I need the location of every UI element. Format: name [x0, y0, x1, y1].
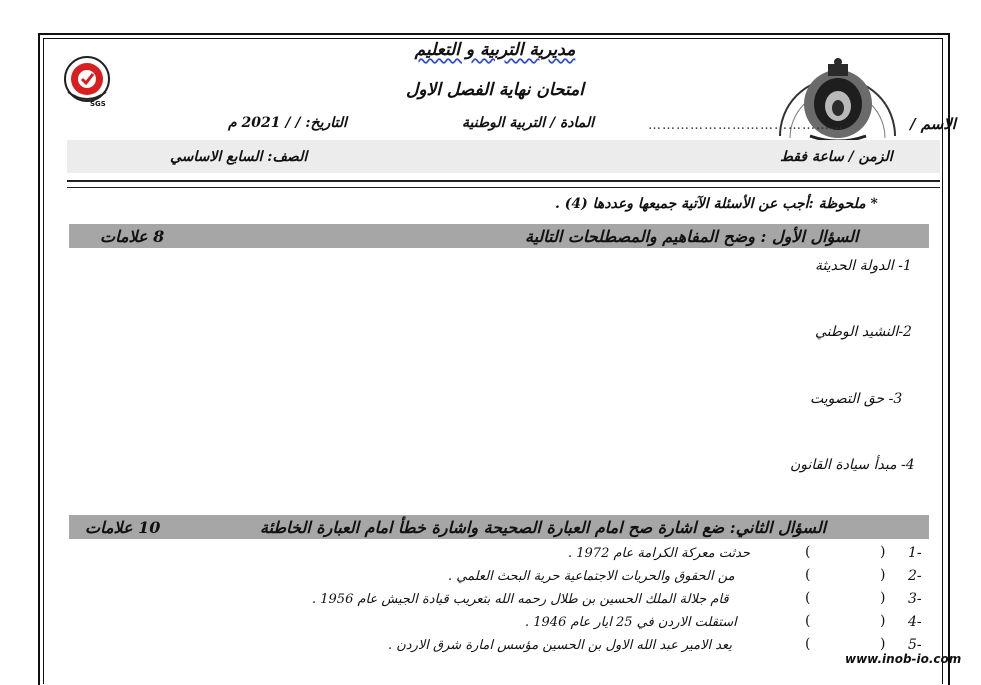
name-label: الاسم / — [910, 115, 956, 133]
q2-statement: من الحقوق والحريات الاجتماعية حرية البحث العلمي . — [448, 569, 735, 584]
answer-paren-open[interactable]: ) — [880, 590, 886, 606]
q2-item-number: 2- — [908, 568, 922, 584]
answer-paren-close[interactable]: ( — [805, 590, 811, 606]
q2-item-number: 1- — [908, 545, 922, 561]
instructions-note: * ملحوظة :أجب عن الأسئلة الآتية جميعها وعددها (4) . — [555, 196, 878, 212]
answer-paren-open[interactable]: ) — [880, 567, 886, 583]
divider-thick — [67, 180, 940, 182]
answer-paren-close[interactable]: ( — [805, 567, 811, 583]
website-watermark: www.inob-io.com — [845, 652, 962, 666]
q2-statement: استقلت الاردن في 25 ايار عام 1946 . — [525, 615, 737, 630]
answer-paren-open[interactable]: ) — [880, 544, 886, 560]
q2-statement: حدثت معركة الكرامة عام 1972 . — [568, 546, 750, 561]
subject-label: المادة / التربية الوطنية — [462, 115, 595, 131]
q1-item: 4- مبدأ سيادة القانون — [790, 457, 915, 473]
q1-item: 1- الدولة الحديثة — [815, 258, 912, 274]
q2-item-number: 3- — [908, 591, 922, 607]
answer-paren-close[interactable]: ( — [805, 636, 811, 652]
directorate-title: مديرية التربية و التعليم — [414, 40, 576, 60]
q1-item: 2-النشيد الوطني — [815, 324, 912, 340]
name-dots: …………………………………… — [648, 118, 844, 133]
question1-title: السؤال الأول : وضح المفاهيم والمصطلحات التالية — [525, 227, 859, 246]
sgs-label: SGS — [90, 100, 106, 108]
q2-statement: قام جلالة الملك الحسين بن طلال رحمه الله بتعريب قيادة الجيش عام 1956 . — [312, 592, 729, 607]
answer-paren-close[interactable]: ( — [805, 544, 811, 560]
time-label: الزمن / ساعة فقط — [780, 149, 893, 165]
grade-label: الصف: السابع الاساسي — [170, 149, 308, 165]
q2-statement: يعد الامير عبد الله الاول بن الحسين مؤسس امارة شرق الاردن . — [388, 638, 732, 653]
exam-title: امتحان نهاية الفصل الاول — [405, 80, 585, 100]
answer-paren-close[interactable]: ( — [805, 613, 811, 629]
certification-logo — [60, 52, 115, 112]
q2-item-number: 4- — [908, 614, 922, 630]
question2-marks: 10 علامات — [85, 518, 161, 537]
q2-item-number: 5- — [908, 637, 922, 653]
answer-paren-open[interactable]: ) — [880, 636, 886, 652]
question2-title: السؤال الثاني: ضع اشارة صح امام العبارة الصحيحة واشارة خطأ امام العبارة الخاطئة — [260, 518, 827, 537]
date-label: التاريخ: / / 2021 م — [228, 115, 347, 131]
answer-paren-open[interactable]: ) — [880, 613, 886, 629]
question1-marks: 8 علامات — [100, 227, 165, 246]
q1-item: 3- حق التصويت — [810, 391, 903, 407]
divider-thin — [67, 187, 940, 188]
